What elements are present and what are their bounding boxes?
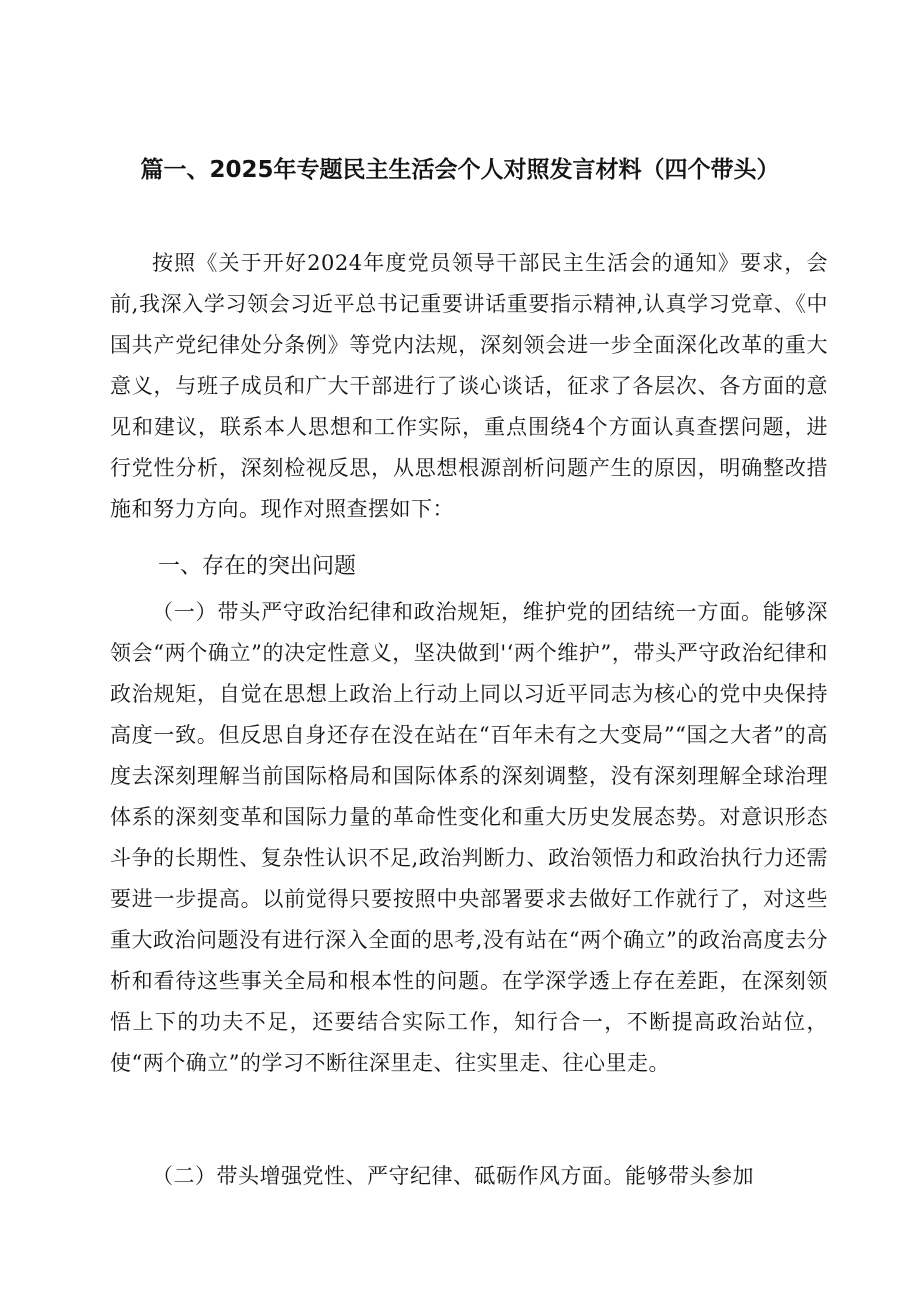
intro-paragraph: 按照《关于开好2024年度党员领导干部民主生活会的通知》要求，会前,我深入学习领会习近平总书记重要讲话重要指示精神,认真学习党章、《中国共产党纪律处分条例》等党内法规，深刻领会进一步全面深化改革的重大意义，与班子成员和广大干部进行了谈心谈话，征求了各层次、各方面的意见和建议，联系本人思想和工作实际，重点围绕4个方面认真查摆问题，进行党性分析，深刻检视反思，从思想根源剖析问题产生的原因，明确整改措施和努力方向。现作对照查摆如下：: [110, 251, 828, 521]
document-title: 篇一、2025年专题民主生活会个人对照发言材料（四个带头）: [140, 157, 780, 183]
body-paragraph-political-discipline: （一）带头严守政治纪律和政治规矩，维护党的团结统一方面。能够深领会“两个确立”的决定性意义，坚决做到'‘两个维护”，带头严守政治纪律和政治规矩，自觉在思想上政治上行动上同以习近平同志为核心的党中央保持高度一致。但反思自身还存在没在站在“百年未有之大变局”“国之大者”的高度去深刻理解当前国际格局和国际体系的深刻调整，没有深刻理解全球治理体系的深刻变革和国际力量的革命性变化和重大历史发展态势。对意识形态斗争的长期性、复杂性认识不足,政治判断力、政治领悟力和政治执行力还需要进一步提高。以前觉得只要按照中央部署要求去做好工作就行了，对这些重大政治问题没有进行深入全面的思考,没有站在“两个确立”的政治高度去分析和看待这些事关全局和根本性的问题。在学深学透上存在差距，在深刻领悟上下的功夫不足，还要结合实际工作，知行合一，不断提高政治站位，使“两个确立”的学习不断往深里走、往实里走、往心里走。: [110, 600, 828, 1075]
section-heading: 一、存在的突出问题: [158, 554, 357, 579]
body-paragraph-party-spirit: （二）带头增强党性、严守纪律、砥砺作风方面。能够带头参加: [152, 1164, 754, 1188]
